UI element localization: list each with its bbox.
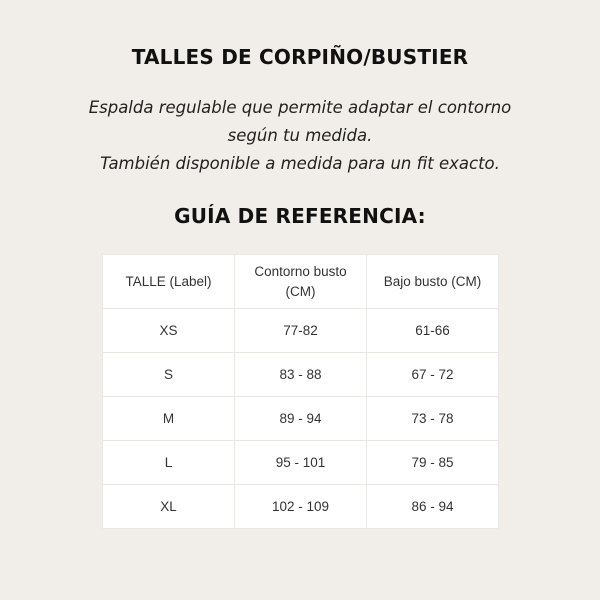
bust-cell: 77-82 — [235, 309, 367, 353]
section-title: GUÍA DE REFERENCIA: — [174, 204, 426, 228]
table-row — [103, 441, 499, 485]
underbust-cell: 79 - 85 — [367, 441, 499, 485]
description-line-3: También disponible a medida para un fit exacto. — [100, 154, 500, 173]
underbust-cell: 73 - 78 — [367, 397, 499, 441]
bust-cell: 95 - 101 — [235, 441, 367, 485]
size-cell: L — [103, 441, 235, 485]
size-cell: M — [103, 397, 235, 441]
description-line-2: según tu medida. — [227, 126, 373, 145]
underbust-cell: 61-66 — [367, 309, 499, 353]
table-row — [103, 309, 499, 353]
bust-cell: 102 - 109 — [235, 485, 367, 529]
table-row — [103, 485, 499, 529]
size-cell: XL — [103, 485, 235, 529]
page-title: TALLES DE CORPIÑO/BUSTIER — [131, 45, 469, 69]
header-bust: Contorno busto (CM) — [235, 255, 367, 309]
size-cell: S — [103, 353, 235, 397]
size-table — [102, 254, 499, 529]
bust-cell: 83 - 88 — [235, 353, 367, 397]
underbust-cell: 67 - 72 — [367, 353, 499, 397]
table-header-row — [103, 255, 499, 309]
header-size: TALLE (Label) — [103, 255, 235, 309]
header-underbust: Bajo busto (CM) — [367, 255, 499, 309]
description-line-1: Espalda regulable que permite adaptar el contorno — [88, 98, 512, 117]
description — [60, 94, 540, 178]
table-row — [103, 397, 499, 441]
bust-cell: 89 - 94 — [235, 397, 367, 441]
size-cell: XS — [103, 309, 235, 353]
table-row — [103, 353, 499, 397]
underbust-cell: 86 - 94 — [367, 485, 499, 529]
